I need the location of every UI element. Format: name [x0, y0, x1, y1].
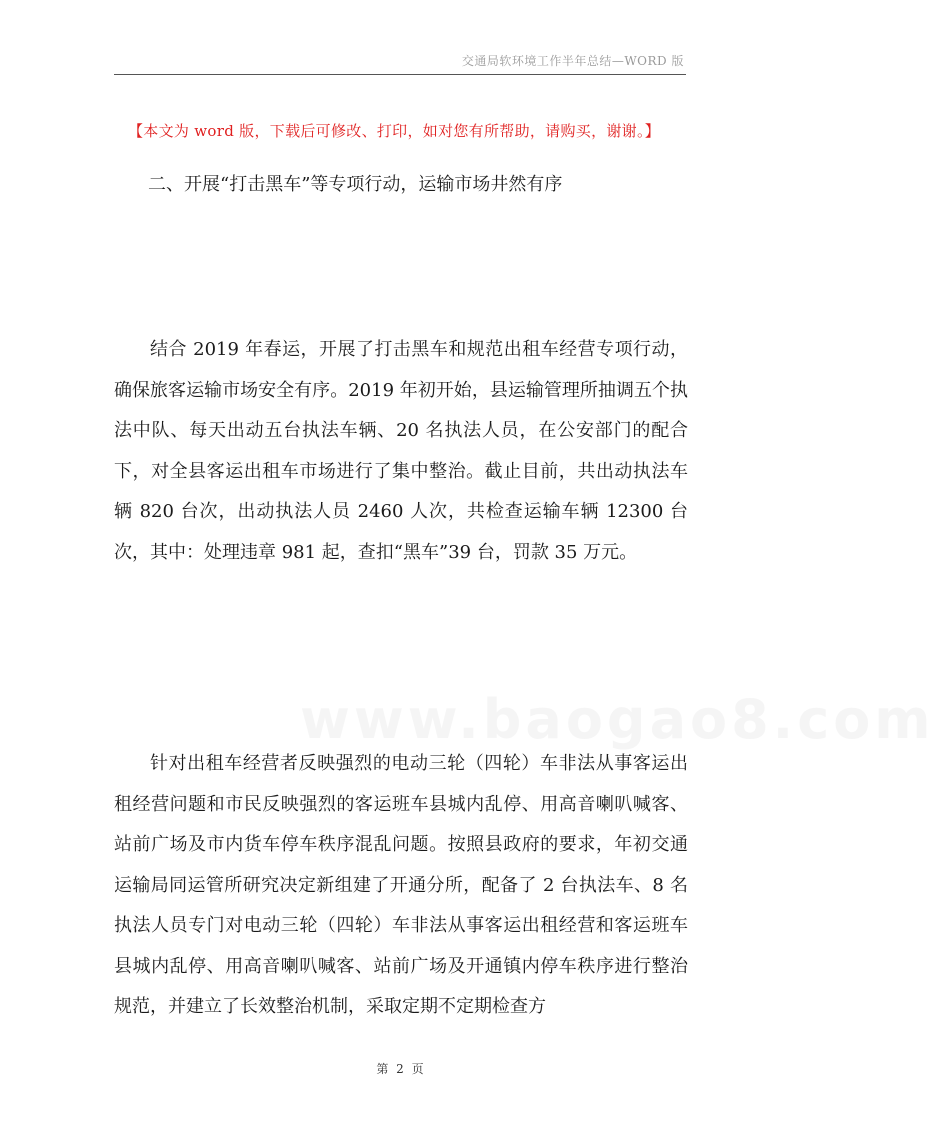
body-paragraph-1: 结合 2019 年春运，开展了打击黑车和规范出租车经营专项行动，确保旅客运输市场安全有序。2019 年初开始，县运输管理所抽调五个执法中队、每天出动五台执法车辆、20 名执法人员，在公安部门的配合下，对全县客运出租车市场进行了集中整治。截止目前，共出动执法车辆 820 台次，出动执法人员 2460 人次，共检查运输车辆 12300 台次，其中：处理违章 981 起，查扣“黑车”39 台，罚款 35 万元。 — [114, 339, 688, 563]
page-number: 2 — [396, 1062, 404, 1076]
watermark-text: www.baogao8.com — [300, 688, 935, 751]
page-footer — [0, 1060, 800, 1077]
section-heading: 二、开展“打击黑车”等专项行动，运输市场井然有序 — [148, 174, 563, 195]
page-header-title: 交通局软环境工作半年总结—WORD 版 — [461, 54, 684, 68]
page-label-suffix: 页 — [411, 1062, 424, 1076]
body-paragraph-2: 针对出租车经营者反映强烈的电动三轮（四轮）车非法从事客运出租经营问题和市民反映强烈的客运班车县城内乱停、用高音喇叭喊客、站前广场及市内货车停车秩序混乱问题。按照县政府的要求，年初交通运输局同运管所研究决定新组建了开通分所，配备了 2 台执法车、8 名执法人员专门对电动三轮（四轮）车非法从事客运出租经营和客运班车县城内乱停、用高音喇叭喊客、站前广场及开通镇内停车秩序进行整治规范，并建立了长效整治机制，采取定期不定期检查方 — [114, 753, 688, 1017]
header-divider — [114, 74, 686, 75]
download-notice: 【本文为 word 版，下载后可修改、打印，如对您有所帮助，请购买，谢谢。】 — [128, 122, 661, 140]
page-label-prefix: 第 — [376, 1062, 389, 1076]
